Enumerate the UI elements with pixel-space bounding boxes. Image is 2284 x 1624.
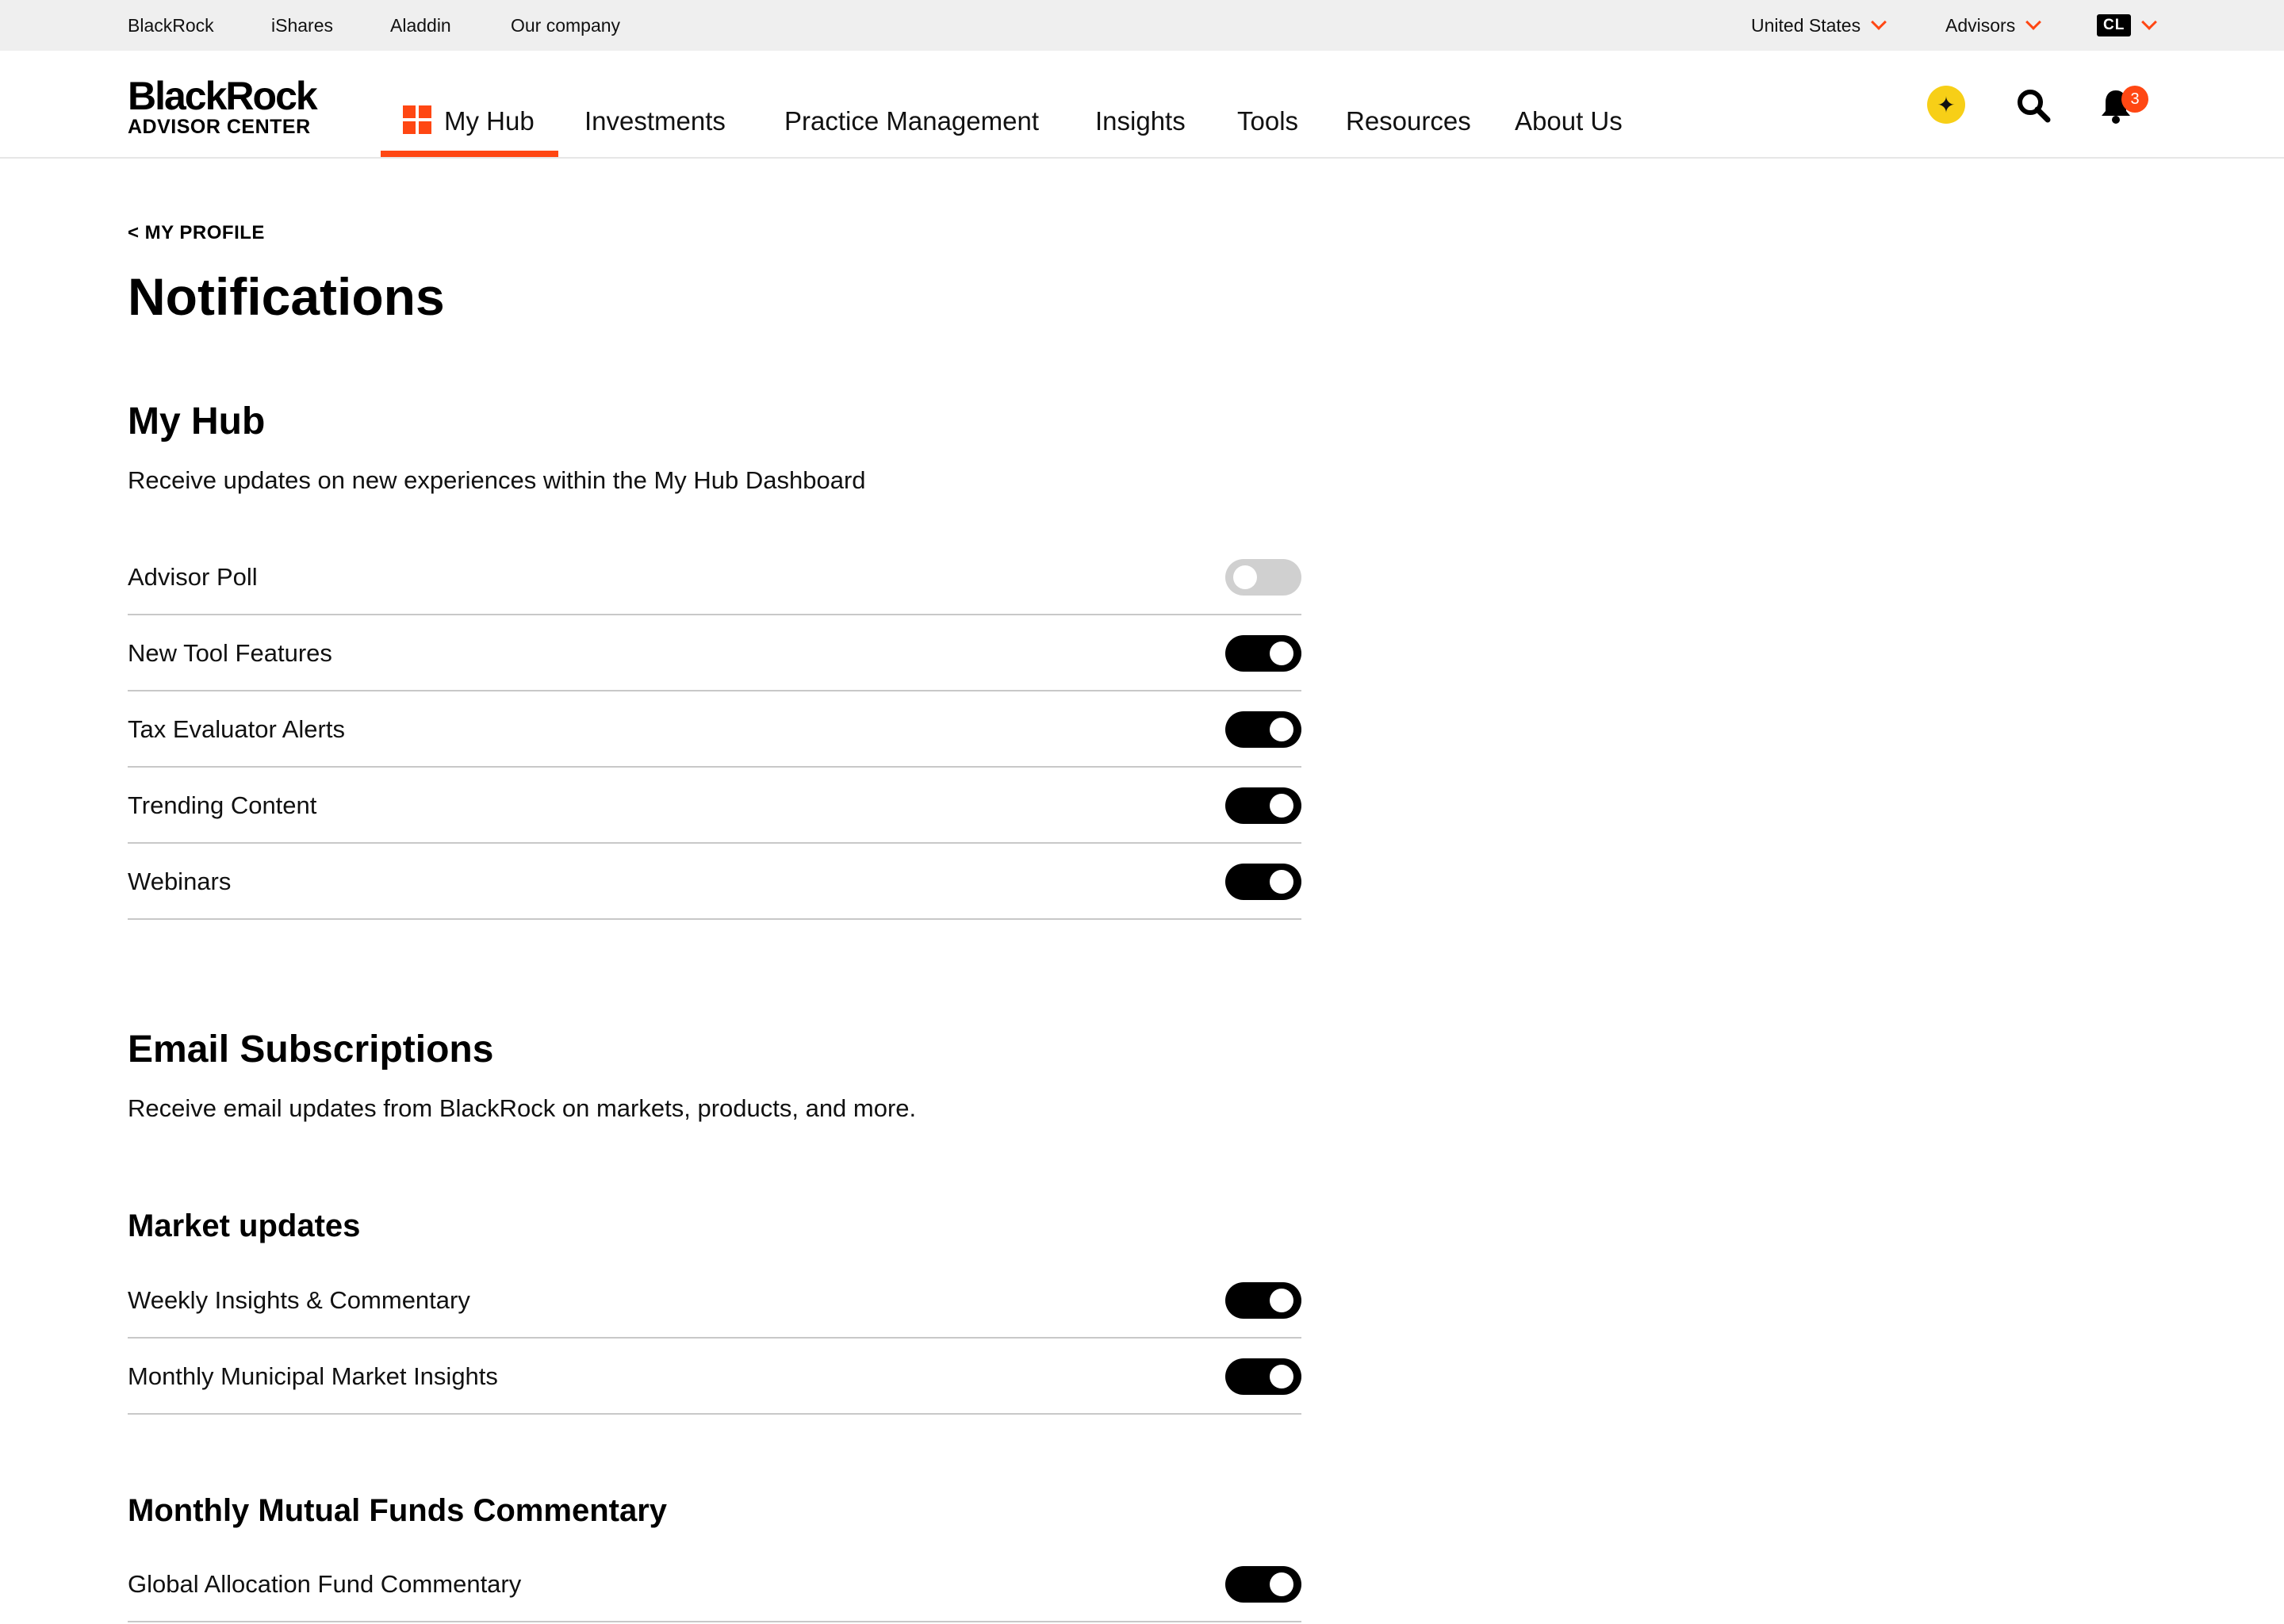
search-icon[interactable]	[2012, 84, 2056, 128]
toggle-switch[interactable]	[1225, 1358, 1301, 1395]
pref-label: Webinars	[128, 868, 232, 895]
toggle-switch[interactable]	[1225, 864, 1301, 900]
ai-sparkle-icon[interactable]: ✦	[1927, 86, 1965, 124]
breadcrumb-back-link[interactable]: < MY PROFILE	[128, 222, 265, 243]
chevron-down-icon	[2025, 14, 2041, 30]
toggle-knob	[1270, 794, 1293, 818]
toggle-knob	[1270, 642, 1293, 665]
nav-item-my-hub[interactable]	[403, 51, 535, 157]
toggle-knob	[1233, 565, 1257, 589]
toggle-switch[interactable]	[1225, 787, 1301, 824]
region-selector[interactable]	[1751, 0, 1884, 51]
nav-item-insights[interactable]: Insights	[1095, 106, 1186, 136]
subsection-title-mutual-funds: Monthly Mutual Funds Commentary	[128, 1493, 667, 1528]
notification-count-badge: 3	[2121, 86, 2148, 113]
audience-label: Advisors	[1945, 15, 2016, 36]
toggle-switch[interactable]	[1225, 1566, 1301, 1603]
toggle-knob	[1270, 1365, 1293, 1388]
pref-label: New Tool Features	[128, 639, 332, 667]
nav-item-resources[interactable]: Resources	[1346, 106, 1471, 136]
pref-label: Trending Content	[128, 791, 317, 819]
pref-row-monthly-municipal	[128, 1339, 1301, 1415]
subsection-title-market-updates: Market updates	[128, 1208, 361, 1243]
pref-row-global-allocation	[128, 1546, 1301, 1622]
chevron-down-icon	[1871, 14, 1887, 30]
pref-row-advisor-poll	[128, 539, 1301, 615]
nav-item-tools[interactable]: Tools	[1237, 106, 1299, 136]
pref-label: Weekly Insights & Commentary	[128, 1286, 470, 1314]
section-title-email-subscriptions: Email Subscriptions	[128, 1028, 494, 1071]
pref-label: Global Allocation Fund Commentary	[128, 1570, 522, 1598]
section-title-my-hub: My Hub	[128, 400, 266, 442]
pref-row-tax-evaluator-alerts	[128, 691, 1301, 768]
toggle-switch[interactable]	[1225, 711, 1301, 748]
util-link-ishares[interactable]: iShares	[271, 15, 333, 36]
page-title: Notifications	[128, 267, 445, 326]
region-label: United States	[1751, 15, 1861, 36]
pref-label: Advisor Poll	[128, 563, 258, 591]
util-link-our-company[interactable]: Our company	[511, 15, 621, 36]
pref-label: Tax Evaluator Alerts	[128, 715, 345, 743]
nav-label: My Hub	[444, 106, 535, 136]
toggle-knob	[1270, 1289, 1293, 1312]
user-menu[interactable]	[2097, 0, 2155, 51]
pref-row-trending-content	[128, 768, 1301, 844]
toggle-switch[interactable]	[1225, 1282, 1301, 1319]
pref-label: Monthly Municipal Market Insights	[128, 1362, 498, 1390]
toggle-switch[interactable]	[1225, 559, 1301, 596]
toggle-knob	[1270, 870, 1293, 894]
active-nav-indicator	[381, 151, 558, 157]
logo-wordmark: BlackRock	[128, 74, 316, 118]
pref-row-webinars	[128, 844, 1301, 920]
main-header	[0, 51, 2284, 159]
section-description-my-hub: Receive updates on new experiences within the My Hub Dashboard	[128, 466, 866, 494]
toggle-switch[interactable]	[1225, 635, 1301, 672]
nav-item-practice-management[interactable]: Practice Management	[784, 106, 1039, 136]
logo[interactable]	[128, 76, 316, 138]
audience-selector[interactable]	[1945, 0, 2039, 51]
utility-bar	[0, 0, 2284, 51]
chevron-down-icon	[2141, 14, 2157, 30]
avatar: CL	[2097, 14, 2131, 36]
grid-icon	[403, 105, 431, 134]
logo-subtitle: ADVISOR CENTER	[128, 116, 311, 138]
section-description-email-subscriptions: Receive email updates from BlackRock on markets, products, and more.	[128, 1094, 917, 1122]
util-link-blackrock[interactable]: BlackRock	[128, 15, 214, 36]
util-link-aladdin[interactable]: Aladdin	[390, 15, 451, 36]
pref-row-new-tool-features	[128, 615, 1301, 691]
toggle-knob	[1270, 718, 1293, 741]
pref-row-weekly-insights	[128, 1262, 1301, 1339]
nav-item-about-us[interactable]: About Us	[1515, 106, 1623, 136]
toggle-knob	[1270, 1572, 1293, 1596]
nav-item-investments[interactable]: Investments	[584, 106, 726, 136]
